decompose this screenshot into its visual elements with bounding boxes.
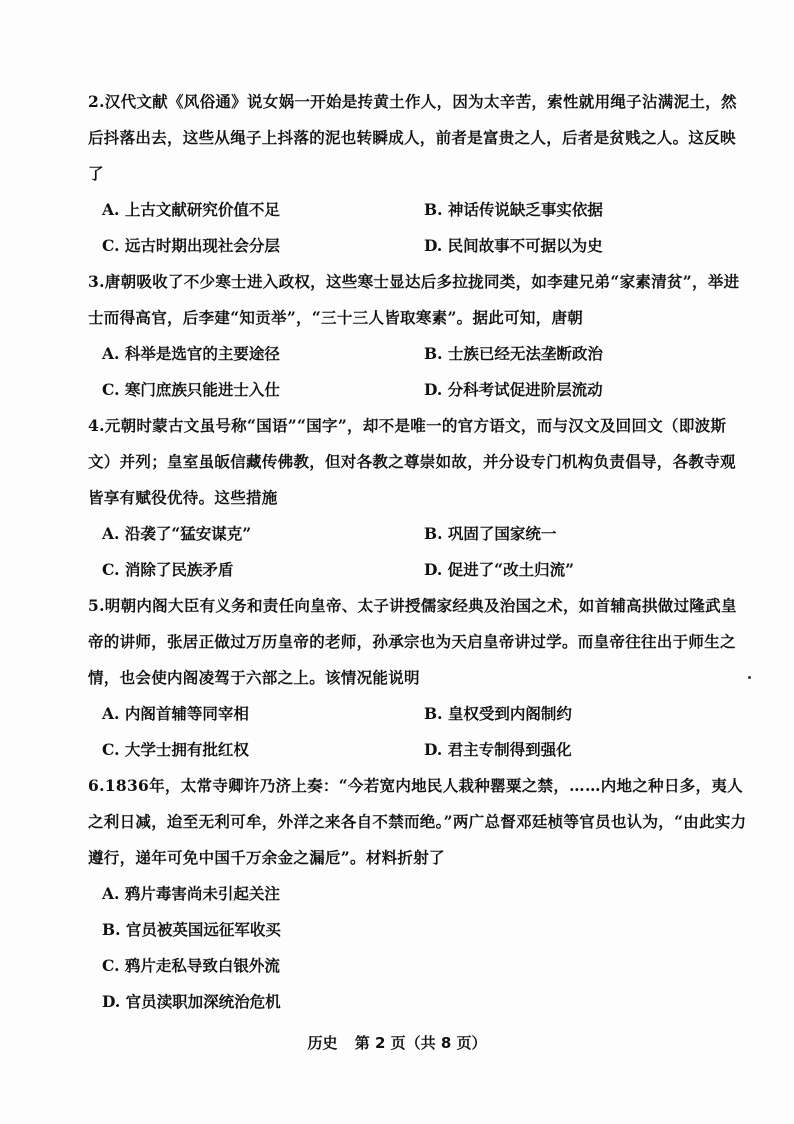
option-b: B. 官员被英国远征军收买 <box>102 920 281 939</box>
question-list <box>88 84 748 1020</box>
question-2 <box>88 84 748 264</box>
option-c: C. 消除了民族矛盾 <box>102 560 234 579</box>
option-d: D. 分科考试促进阶层流动 <box>424 380 603 399</box>
option-a: A. 鸦片毒害尚未引起关注 <box>102 884 280 903</box>
question-stem: 6.1836年，太常寺卿许乃济上奏：“今若宽内地民人栽种罂粟之禁，……内地之种日多，夷人之利日减，迨至无利可牟，外洋之来各自不禁而绝。”两广总督邓廷桢等官员也认为，“由此实力遵行，递年可免中国千万余金之漏卮”。材料折射了 <box>88 776 747 867</box>
option-d: D. 促进了“改土归流” <box>424 560 575 579</box>
question-stem: 2.汉代文献《风俗通》说女娲一开始是抟黄土作人，因为太辛苦，索性就用绳子沾满泥土，然后抖落出去，这些从绳子上抖落的泥也转瞬成人，前者是富贵之人，后者是贫贱之人。这反映了 <box>88 92 737 183</box>
question-3 <box>88 264 748 408</box>
question-4 <box>88 408 748 588</box>
option-d: D. 官员渎职加深统治危机 <box>102 992 281 1011</box>
option-b: B. 神话传说缺乏事实依据 <box>424 200 603 219</box>
footer-subject: 历史 <box>307 1034 338 1052</box>
question-5 <box>88 588 748 768</box>
question-6 <box>88 768 748 1020</box>
option-c: C. 寒门庶族只能进士入仕 <box>102 380 280 399</box>
question-stem: 3.唐朝吸收了不少寒士进入政权，这些寒士显达后多拉拢同类，如李建兄弟“家素清贫”，举进士而得高官，后李建“知贡举”，“三十三人皆取寒素”。据此可知，唐朝 <box>88 272 740 327</box>
option-c: C. 大学士拥有批红权 <box>102 740 249 759</box>
option-a: A. 沿袭了“猛安谋克” <box>102 524 252 543</box>
scan-speck <box>748 676 751 679</box>
option-a: A. 内阁首辅等同宰相 <box>102 704 249 723</box>
option-d: D. 君主专制得到强化 <box>424 740 572 759</box>
option-a: A. 上古文献研究价值不足 <box>102 200 280 219</box>
option-a: A. 科举是选官的主要途径 <box>102 344 280 363</box>
option-c: C. 鸦片走私导致白银外流 <box>102 956 280 975</box>
option-list <box>102 192 748 264</box>
option-c: C. 远古时期出现社会分层 <box>102 236 280 255</box>
question-stem: 5.明朝内阁大臣有义务和责任向皇帝、太子讲授儒家经典及治国之术，如首辅高拱做过隆武皇帝的讲师，张居正做过万历皇帝的老师，孙承宗也为天启皇帝讲过学。而皇帝往往出于师生之情，也会使内阁凌驾于六部之上。该情况能说明 <box>88 596 737 687</box>
option-list <box>102 336 748 408</box>
option-b: B. 皇权受到内阁制约 <box>424 704 572 723</box>
question-stem: 4.元朝时蒙古文虽号称“国语”“国字”，却不是唯一的官方语文，而与汉文及回回文（即波斯文）并列；皇室虽皈信藏传佛教，但对各教之尊崇如故，并分设专门机构负责倡导，各教寺观皆享有赋役优待。这些措施 <box>88 416 736 507</box>
option-b: B. 士族已经无法垄断政治 <box>424 344 603 363</box>
option-list <box>102 516 748 588</box>
option-b: B. 巩固了国家统一 <box>424 524 557 543</box>
option-list <box>102 876 748 1020</box>
option-d: D. 民间故事不可据以为史 <box>424 236 603 255</box>
option-list <box>102 696 748 768</box>
page-footer <box>0 1032 794 1053</box>
footer-page-number: 第 2 页（共 8 页） <box>354 1034 487 1052</box>
